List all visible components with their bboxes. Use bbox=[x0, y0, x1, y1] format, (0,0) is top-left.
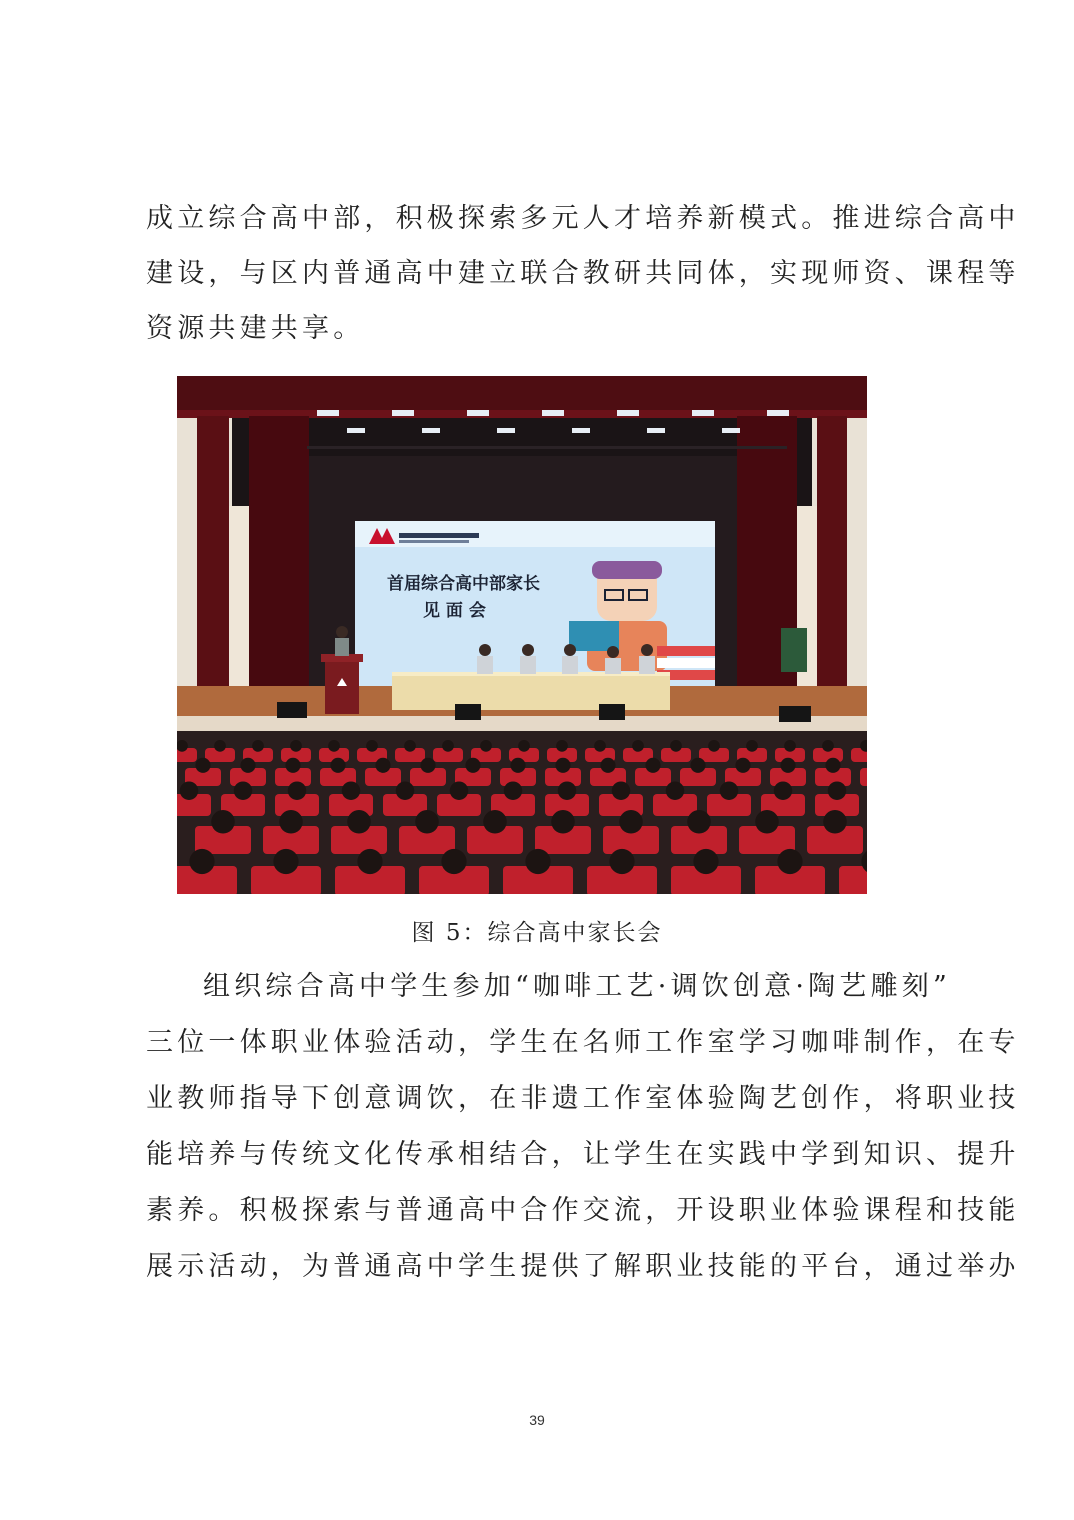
audience-head bbox=[285, 758, 300, 773]
audience-head bbox=[480, 740, 492, 752]
audience-head bbox=[774, 781, 792, 799]
paragraph2-line-2: 三位一体职业体验活动，学生在名师工作室学习咖啡制作，在专 bbox=[146, 1027, 1020, 1058]
paragraph2-line-1: 组织综合高中学生参加“咖啡工艺·调饮创意·陶艺雕刻” bbox=[203, 971, 951, 1002]
audience-head bbox=[328, 740, 340, 752]
audience-head bbox=[396, 781, 414, 799]
audience-head bbox=[645, 758, 660, 773]
audience-head bbox=[214, 740, 226, 752]
audience-seat bbox=[860, 768, 867, 786]
audience-head bbox=[330, 758, 345, 773]
figure-caption: 图 5：综合高中家长会 bbox=[411, 920, 663, 946]
audience-head bbox=[784, 740, 796, 752]
audience-head bbox=[600, 758, 615, 773]
audience-head bbox=[420, 758, 435, 773]
paragraph1-line-2: 建设，与区内普通高中建立联合教研共同体，实现师资、课程等 bbox=[146, 258, 1020, 289]
audience-head bbox=[551, 810, 575, 834]
audience-head bbox=[375, 758, 390, 773]
audience-head bbox=[518, 740, 530, 752]
audience-head bbox=[609, 849, 634, 874]
audience-head bbox=[273, 849, 298, 874]
audience-head bbox=[822, 740, 834, 752]
audience-head bbox=[290, 740, 302, 752]
audience-head bbox=[450, 781, 468, 799]
audience-head bbox=[366, 740, 378, 752]
audience-head bbox=[594, 740, 606, 752]
audience-head bbox=[612, 781, 630, 799]
audience-head bbox=[666, 781, 684, 799]
audience-head bbox=[342, 781, 360, 799]
audience-head bbox=[746, 740, 758, 752]
audience-head bbox=[189, 849, 214, 874]
screen-title-line1: 首届综合高中部家长 bbox=[387, 574, 540, 594]
figure-photo bbox=[177, 376, 867, 894]
audience-head bbox=[252, 740, 264, 752]
audience-head bbox=[442, 740, 454, 752]
audience-head bbox=[558, 781, 576, 799]
audience-head bbox=[823, 810, 847, 834]
screen-title-line2: 见 面 会 bbox=[423, 601, 486, 621]
audience-head bbox=[180, 781, 198, 799]
audience-head bbox=[687, 810, 711, 834]
audience-head bbox=[556, 740, 568, 752]
paragraph2-line-3: 业教师指导下创意调饮，在非遗工作室体验陶艺创作，将职业技 bbox=[146, 1083, 1020, 1114]
page-number: 39 bbox=[529, 1412, 545, 1428]
audience-seat bbox=[839, 866, 867, 894]
paragraph1-line-3: 资源共建共享。 bbox=[146, 313, 365, 344]
paragraph2-line-6: 展示活动，为普通高中学生提供了解职业技能的平台，通过举办 bbox=[146, 1251, 1020, 1282]
audience-head bbox=[825, 758, 840, 773]
audience-head bbox=[670, 740, 682, 752]
audience-head bbox=[690, 758, 705, 773]
audience-head bbox=[510, 758, 525, 773]
audience-head bbox=[211, 810, 235, 834]
paragraph2-line-5: 素养。积极探索与普通高中合作交流，开设职业体验课程和技能 bbox=[146, 1195, 1020, 1226]
audience-head bbox=[465, 758, 480, 773]
audience-head bbox=[780, 758, 795, 773]
audience-head bbox=[288, 781, 306, 799]
audience-head bbox=[234, 781, 252, 799]
audience-head bbox=[777, 849, 802, 874]
audience-head bbox=[195, 758, 210, 773]
audience-head bbox=[693, 849, 718, 874]
audience-head bbox=[828, 781, 846, 799]
paragraph2-line-4: 能培养与传统文化传承相结合，让学生在实践中学到知识、提升 bbox=[146, 1139, 1020, 1170]
audience-head bbox=[415, 810, 439, 834]
audience-head bbox=[755, 810, 779, 834]
audience-head bbox=[357, 849, 382, 874]
audience-head bbox=[279, 810, 303, 834]
audience-head bbox=[525, 849, 550, 874]
audience-head bbox=[504, 781, 522, 799]
audience-head bbox=[555, 758, 570, 773]
audience-head bbox=[347, 810, 371, 834]
audience-head bbox=[720, 781, 738, 799]
audience-head bbox=[735, 758, 750, 773]
audience-head bbox=[441, 849, 466, 874]
audience-head bbox=[619, 810, 643, 834]
audience-head bbox=[483, 810, 507, 834]
audience-head bbox=[404, 740, 416, 752]
audience-head bbox=[632, 740, 644, 752]
paragraph1-line-1: 成立综合高中部，积极探索多元人才培养新模式。推进综合高中 bbox=[146, 203, 1020, 234]
audience-head bbox=[240, 758, 255, 773]
audience-head bbox=[708, 740, 720, 752]
